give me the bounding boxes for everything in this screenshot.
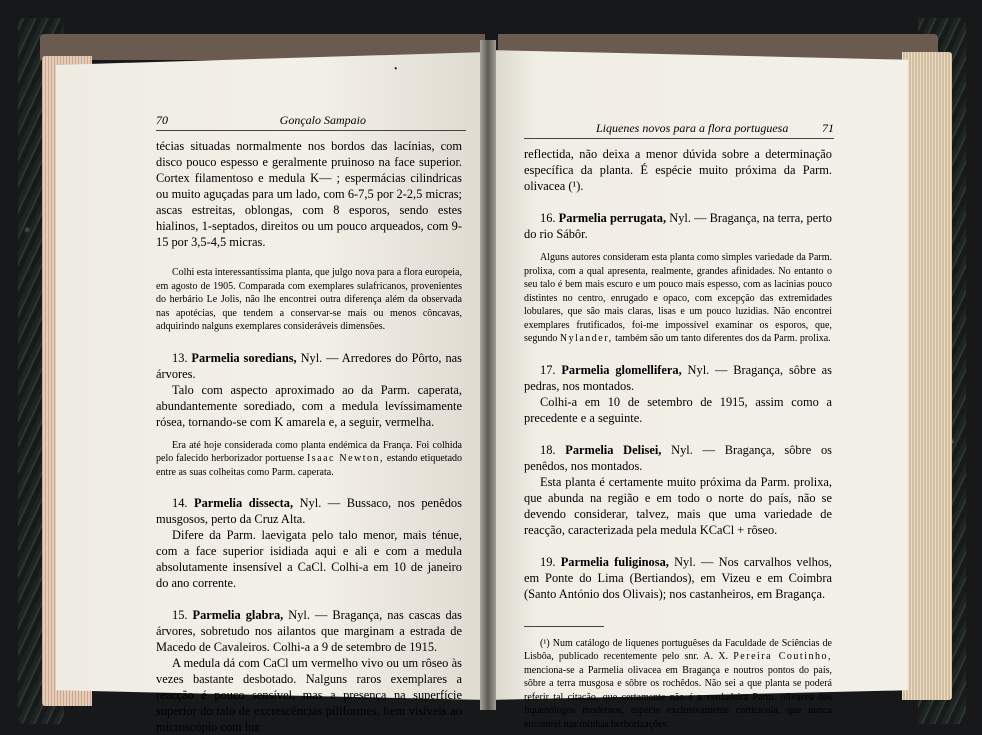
running-title: Liquenes novos para a flora portuguesa [596, 121, 789, 135]
entry-locality: Nyl. — Bragança, sôbre as pedras, nos montados. [524, 362, 832, 393]
entry-16 [524, 210, 832, 242]
taxon-name: Parmelia glomellifera, [561, 362, 682, 377]
person-name: Pereira Coutinho, [733, 651, 832, 662]
entry-14 [156, 495, 462, 527]
entry-description: Difere da Parm. laevigata pelo talo menor, mais ténue, com a face superior isidiada aqui e ali e com a medula absolutamente insensível a CaCl. Colhi-a em 10 de janeiro do ano corrente. [156, 528, 462, 590]
entry-locality: Nyl. — Arredores do Pôrto, nas árvores. [156, 350, 462, 381]
person-name: Nylander, [559, 333, 613, 344]
entry-13 [156, 350, 462, 382]
entry-number: 18. [540, 442, 556, 457]
entry-number: 16. [540, 211, 556, 225]
entry-description: Talo com aspecto aproximado ao da Parm. caperata, abundantemente sorediado, com a medula levíssimamente rósea, tornando-se com K amarela e, a seguir, vermelha. [156, 382, 462, 429]
entry-locality: Nyl. — Bragança, nas cascas das árvores, sobretudo nos ailantos que marginam a estrada de Macedo de Cavaleiros. Colhi-a a 9 de setembro de 1915. [156, 608, 462, 654]
note-text: estando etiquetado entre as suas colheitas como Parm. caperata. [156, 453, 463, 478]
entry-number: 19. [540, 554, 556, 569]
entry-number: 14. [172, 496, 188, 510]
entry-description: Colhi-a em 10 de setembro de 1915, assim como a precedente e a seguinte. [524, 394, 832, 425]
left-running-head [156, 113, 466, 131]
note-text: Alguns autores consideram esta planta como simples variedade da Parm. prolixa, com a qual apresenta, realmente, grandes afinidades. No entanto o seu talo é bem mais escuro e um pouco mais espesso, com as lacínias pouco distintes no centro, enrugado e opaco, com excepção das extremidades lobulares, que são mais claras, lisas e um pouco luzidias. Não encontrei exemplares frutificados, foi-me impossível examinar os esporos, que, segundo [524, 252, 832, 344]
right-running-head [524, 121, 834, 139]
page-number: 70 [156, 113, 168, 127]
note-paragraph: Colhi esta interessantíssima planta, que julgo nova para a flora europeia, em agosto de 1905. Comparada com exemplares sulafricanos, provenientes do herbário Le Jolis, não lhe encontrei outra diferença além da observada nas apotécias, que tendem a conservar-se mais ou menos côncavas, adquirindo nalguns exemplares consideráveis dimensões. [156, 267, 462, 332]
entry-locality: Nyl. — Bragança, na terra, perto do rio Sábôr. [524, 211, 832, 241]
taxon-name: Parmelia glabra, [192, 608, 284, 622]
entry-number: 15. [172, 608, 188, 622]
continued-paragraph: reflectida, não deixa a menor dúvida sobre a determinação específica da planta. É espécie muito próxima da Parm. olivacea (¹). [524, 147, 832, 193]
taxon-name: Parmelia dissecta, [194, 496, 294, 510]
right-page-text [524, 146, 832, 731]
page-edges-right [902, 52, 952, 700]
page-mark: • [394, 64, 398, 75]
note-paragraph [156, 439, 462, 480]
taxon-name: Parmelia soredians, [191, 350, 297, 365]
footnote [524, 637, 832, 732]
entry-15 [156, 607, 462, 655]
entry-locality: Nyl. — Nos carvalhos velhos, em Ponte do Lima (Bertiandos), em Vizeu e em Coimbra (Santo António dos Olivais); nos castanheiros, em Bragança. [524, 554, 832, 601]
taxon-name: Parmelia perrugata, [558, 211, 667, 225]
entry-locality: Nyl. — Bragança, sôbre os penêdos, nos montados. [524, 442, 832, 473]
entry-number: 17. [540, 362, 556, 377]
entry-19 [524, 554, 832, 602]
taxon-name: Parmelia fuliginosa, [560, 554, 669, 569]
continued-paragraph: técias situadas normalmente nos bordos das lacínias, com disco pouco espesso e geralmente pruinoso na face superior. Cortex filamentoso e medula K— ; espermácias cilindricas ou muito aguçadas para um lado, com 6-7,5 por 2-2,5 micras; ascas estreitas, oblongas, com 8 esporos, sendo estes hialinos, 1-septados, direitos ou um pouco arqueados, com 9-15 por 3,5-4,5 micras. [156, 139, 462, 249]
note-paragraph [524, 251, 832, 346]
page-number: 71 [822, 121, 834, 135]
entry-number: 13. [172, 350, 188, 365]
book-gutter [480, 40, 496, 710]
left-page-text [156, 138, 462, 735]
running-title: Gonçalo Sampaio [279, 113, 366, 127]
footnote-rule [524, 626, 604, 627]
entry-18 [524, 442, 832, 474]
note-text: Era até hoje considerada como planta endémica da França. Foi colhida pelo falecido herborizador portuense [156, 439, 462, 464]
entry-description: Esta planta é certamente muito próxima da Parm. prolixa, que abunda na região e em todo o norte do país, não se devendo considerar, talvez, mais que uma variedade de reacção, caracterizada pela medula KCaCl + rôseo. [524, 474, 832, 537]
taxon-name: Parmelia Delisei, [565, 442, 662, 457]
footnote-text: (¹) Num catálogo de liquenes portuguêses da Faculdade de Sciências de Lisbôa, publicado recentemente pelo snr. A. X. [524, 637, 832, 662]
note-text: também são um tanto diferentes dos da Parm. prolixa. [615, 333, 831, 344]
entry-locality: Nyl. — Bussaco, nos penêdos musgosos, perto da Cruz Alta. [156, 496, 462, 526]
entry-description: A medula dá com CaCl um vermelho vivo ou um rôseo às vezes bastante desbotado. Nalguns raros exemplares a reacção é pouco sensível, mas a presença na superfície superior do talo de excrescências piliformes, bem visíveis ao microscópio com luz [156, 656, 462, 734]
footnote-text: menciona-se a Parmelia olivacea em Bragança e noutros pontos do país, sôbre a terra musgosa e sôbre os rochêdos. Não sei a que planta se poderá referir tal citação, que certamente não é a verdadeira Parm. olivacea dos liquenólogos modernos, espécie exclusivamente corticícola, que nunca encontrei nas minhas herborizações. [524, 664, 832, 730]
entry-17 [524, 362, 832, 394]
person-name: Isaac Newton, [306, 453, 385, 464]
